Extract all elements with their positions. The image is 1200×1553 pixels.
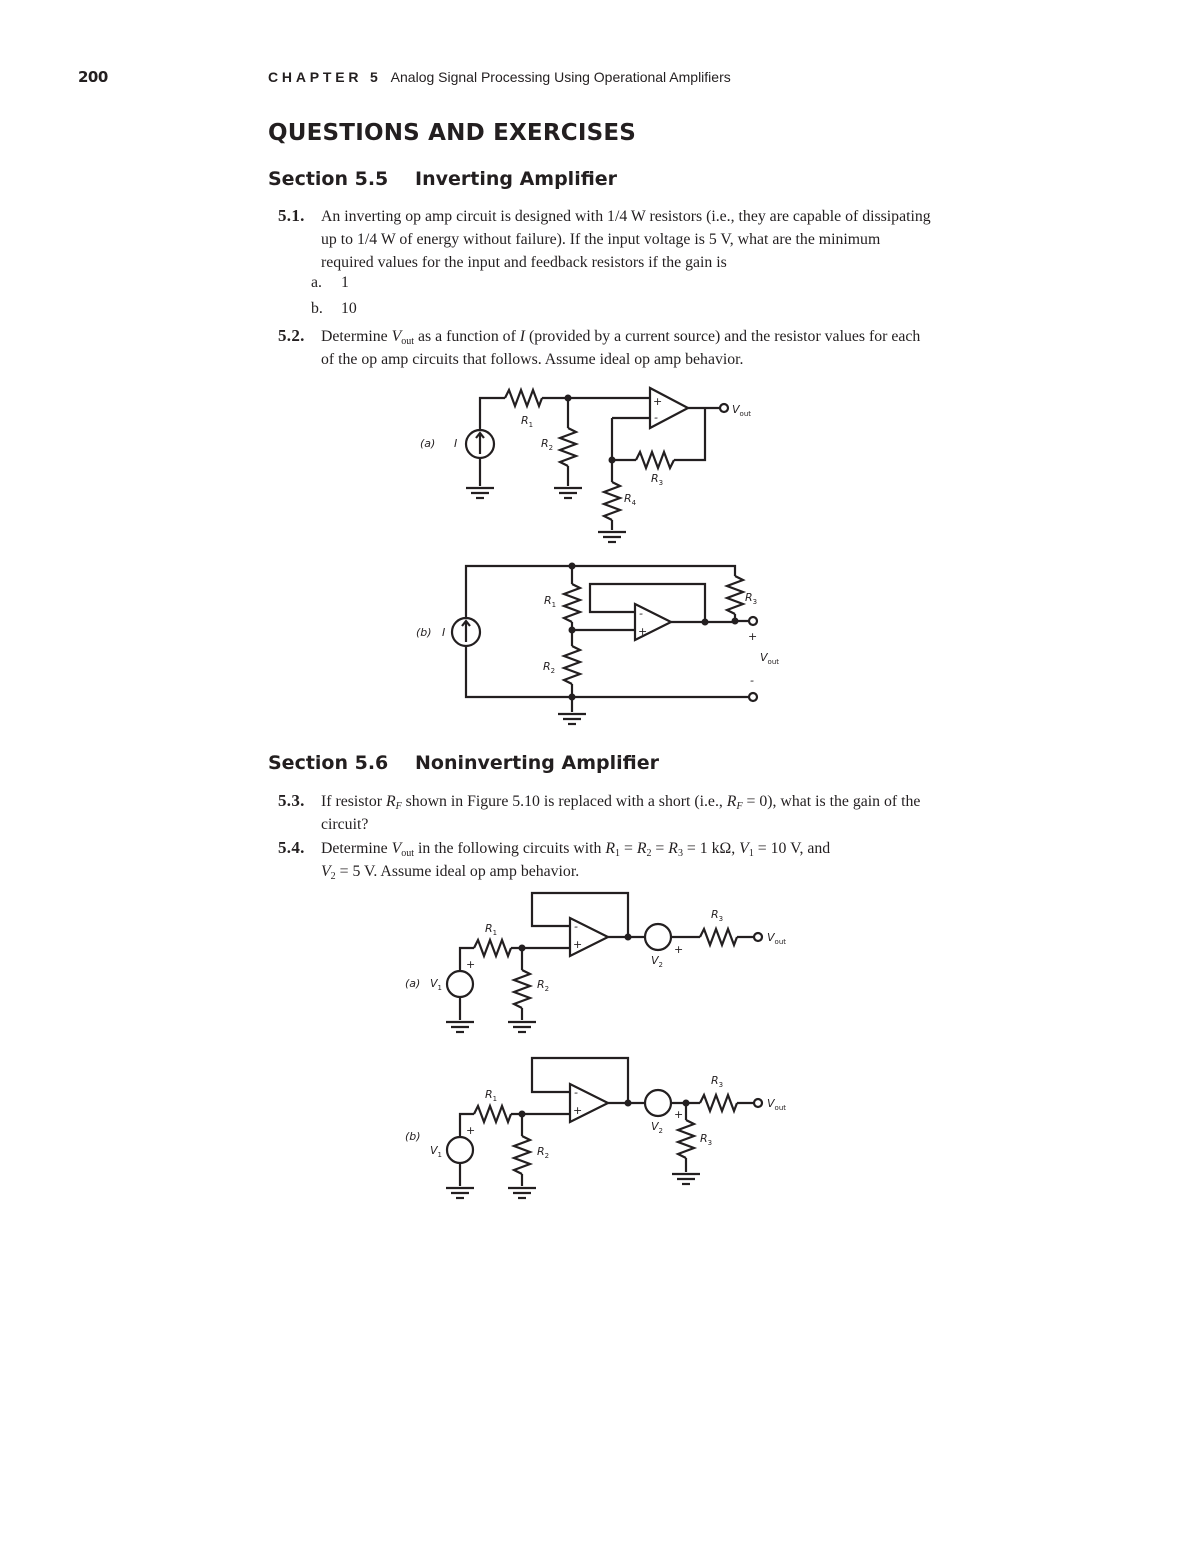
- svg-text:+: +: [674, 1108, 684, 1121]
- svg-text:Vout: $V_{out}$: [767, 931, 786, 946]
- option-value: 1: [341, 274, 349, 291]
- svg-text:R1: $R_1$: [485, 922, 498, 937]
- svg-text:(a): (a): [420, 437, 436, 450]
- svg-text:R1: $R_1$: [485, 1088, 498, 1103]
- svg-text:R1: $R_1$: [544, 594, 557, 609]
- svg-text:-: -: [750, 674, 754, 687]
- question-5-3-text: If resistor $R_F$ shown in Figure 5.10 is replaced with a short (i.e., $R_F = 0$), what is the gain of the circuit?: [321, 793, 921, 833]
- section-title: Noninverting Amplifier: [415, 752, 659, 774]
- section-number: Section 5.5: [268, 168, 389, 190]
- svg-text:V1: $V_1$: [430, 977, 442, 992]
- svg-text:R3: $R_3$: [700, 1132, 713, 1147]
- ground-symbols: [446, 1174, 700, 1198]
- svg-text:+: +: [748, 630, 758, 643]
- svg-text:R2: $R_2$: [537, 1145, 550, 1160]
- svg-text:+: +: [466, 958, 476, 971]
- svg-text:-: -: [574, 1086, 578, 1099]
- option-letter: b.: [311, 300, 323, 317]
- option-letter: a.: [311, 274, 322, 291]
- svg-text:V2: $V_2$: [651, 954, 663, 969]
- svg-text:-: -: [639, 607, 643, 620]
- question-number-5-4: 5.4.: [278, 838, 305, 857]
- page-number: 200: [78, 68, 108, 86]
- question-5-1-text: An inverting op amp circuit is designed with 1/4 W resistors (i.e., they are capable of dissipating up to 1/4 W of energy without failure). If the input voltage is 5 V, what are the minimum required values for the input and feedback resistors if the gain is: [321, 208, 931, 271]
- svg-text:R3: $R_3$: [651, 472, 664, 487]
- svg-text:(b): (b): [405, 1130, 421, 1143]
- svg-text:+: +: [466, 1124, 476, 1137]
- chapter-label: CHAPTER 5: [268, 69, 382, 85]
- resistor-r3: [700, 1095, 737, 1111]
- option-value: 10: [341, 300, 357, 317]
- voltage-source-symbol: [645, 1090, 671, 1116]
- resistor-r3-shunt: [678, 1120, 694, 1158]
- svg-text:R3: $R_3$: [711, 908, 724, 923]
- question-5-4-text: Determine $V_{out}$ in the following circuits with $R_1 = R_2 = R_3 = 1$ kΩ, $V_1 = 10$ V, and $V_2 = 5$ V. Assume ideal op amp behavior.: [321, 840, 831, 882]
- resistor-r1: [474, 1106, 511, 1122]
- svg-text:V2: $V_2$: [651, 1120, 663, 1135]
- svg-text:R2: $R_2$: [541, 437, 554, 452]
- svg-text:V1: $V_1$: [430, 1144, 442, 1159]
- svg-text:R2: $R_2$: [543, 660, 556, 675]
- svg-text:-: -: [574, 920, 578, 933]
- section-title: Inverting Amplifier: [415, 168, 618, 190]
- svg-text:+: +: [674, 943, 684, 956]
- svg-text:+: +: [573, 938, 583, 951]
- svg-text:I: I: [442, 626, 446, 639]
- question-number-5-3: 5.3.: [278, 791, 305, 810]
- svg-text:Vout: $V_{out}$: [767, 1097, 786, 1112]
- chapter-title: Analog Signal Processing Using Operational Amplifiers: [390, 69, 731, 85]
- voltage-source-symbol: [447, 1137, 473, 1163]
- svg-text:I: I: [454, 437, 458, 450]
- svg-text:+: +: [638, 625, 648, 638]
- svg-text:Vout: $V_{out}$: [732, 403, 751, 418]
- question-number-5-1: 5.1.: [278, 206, 305, 225]
- svg-text:+: +: [573, 1104, 583, 1117]
- section-number: Section 5.6: [268, 752, 389, 774]
- svg-text:R3: $R_3$: [711, 1074, 724, 1089]
- svg-text:R2: $R_2$: [537, 978, 550, 993]
- svg-text:Vout: $V_{out}$: [760, 651, 779, 666]
- svg-text:-: -: [654, 411, 658, 424]
- questions-heading: QUESTIONS AND EXERCISES: [268, 120, 637, 146]
- question-5-2-text: Determine $V_{out}$ as a function of I (provided by a current source) and the resistor values for each of the op amp circuits that follows. Assume ideal op amp behavior.: [321, 328, 921, 368]
- svg-text:R3: $R_3$: [745, 591, 758, 606]
- resistor-r2: [514, 1136, 530, 1174]
- svg-text:R4: $R_4$: [624, 492, 637, 507]
- svg-text:(b): (b): [416, 626, 432, 639]
- question-number-5-2: 5.2.: [278, 326, 305, 345]
- svg-text:+: +: [653, 395, 663, 408]
- svg-text:(a): (a): [405, 977, 421, 990]
- svg-text:R1: $R_1$: [521, 414, 534, 429]
